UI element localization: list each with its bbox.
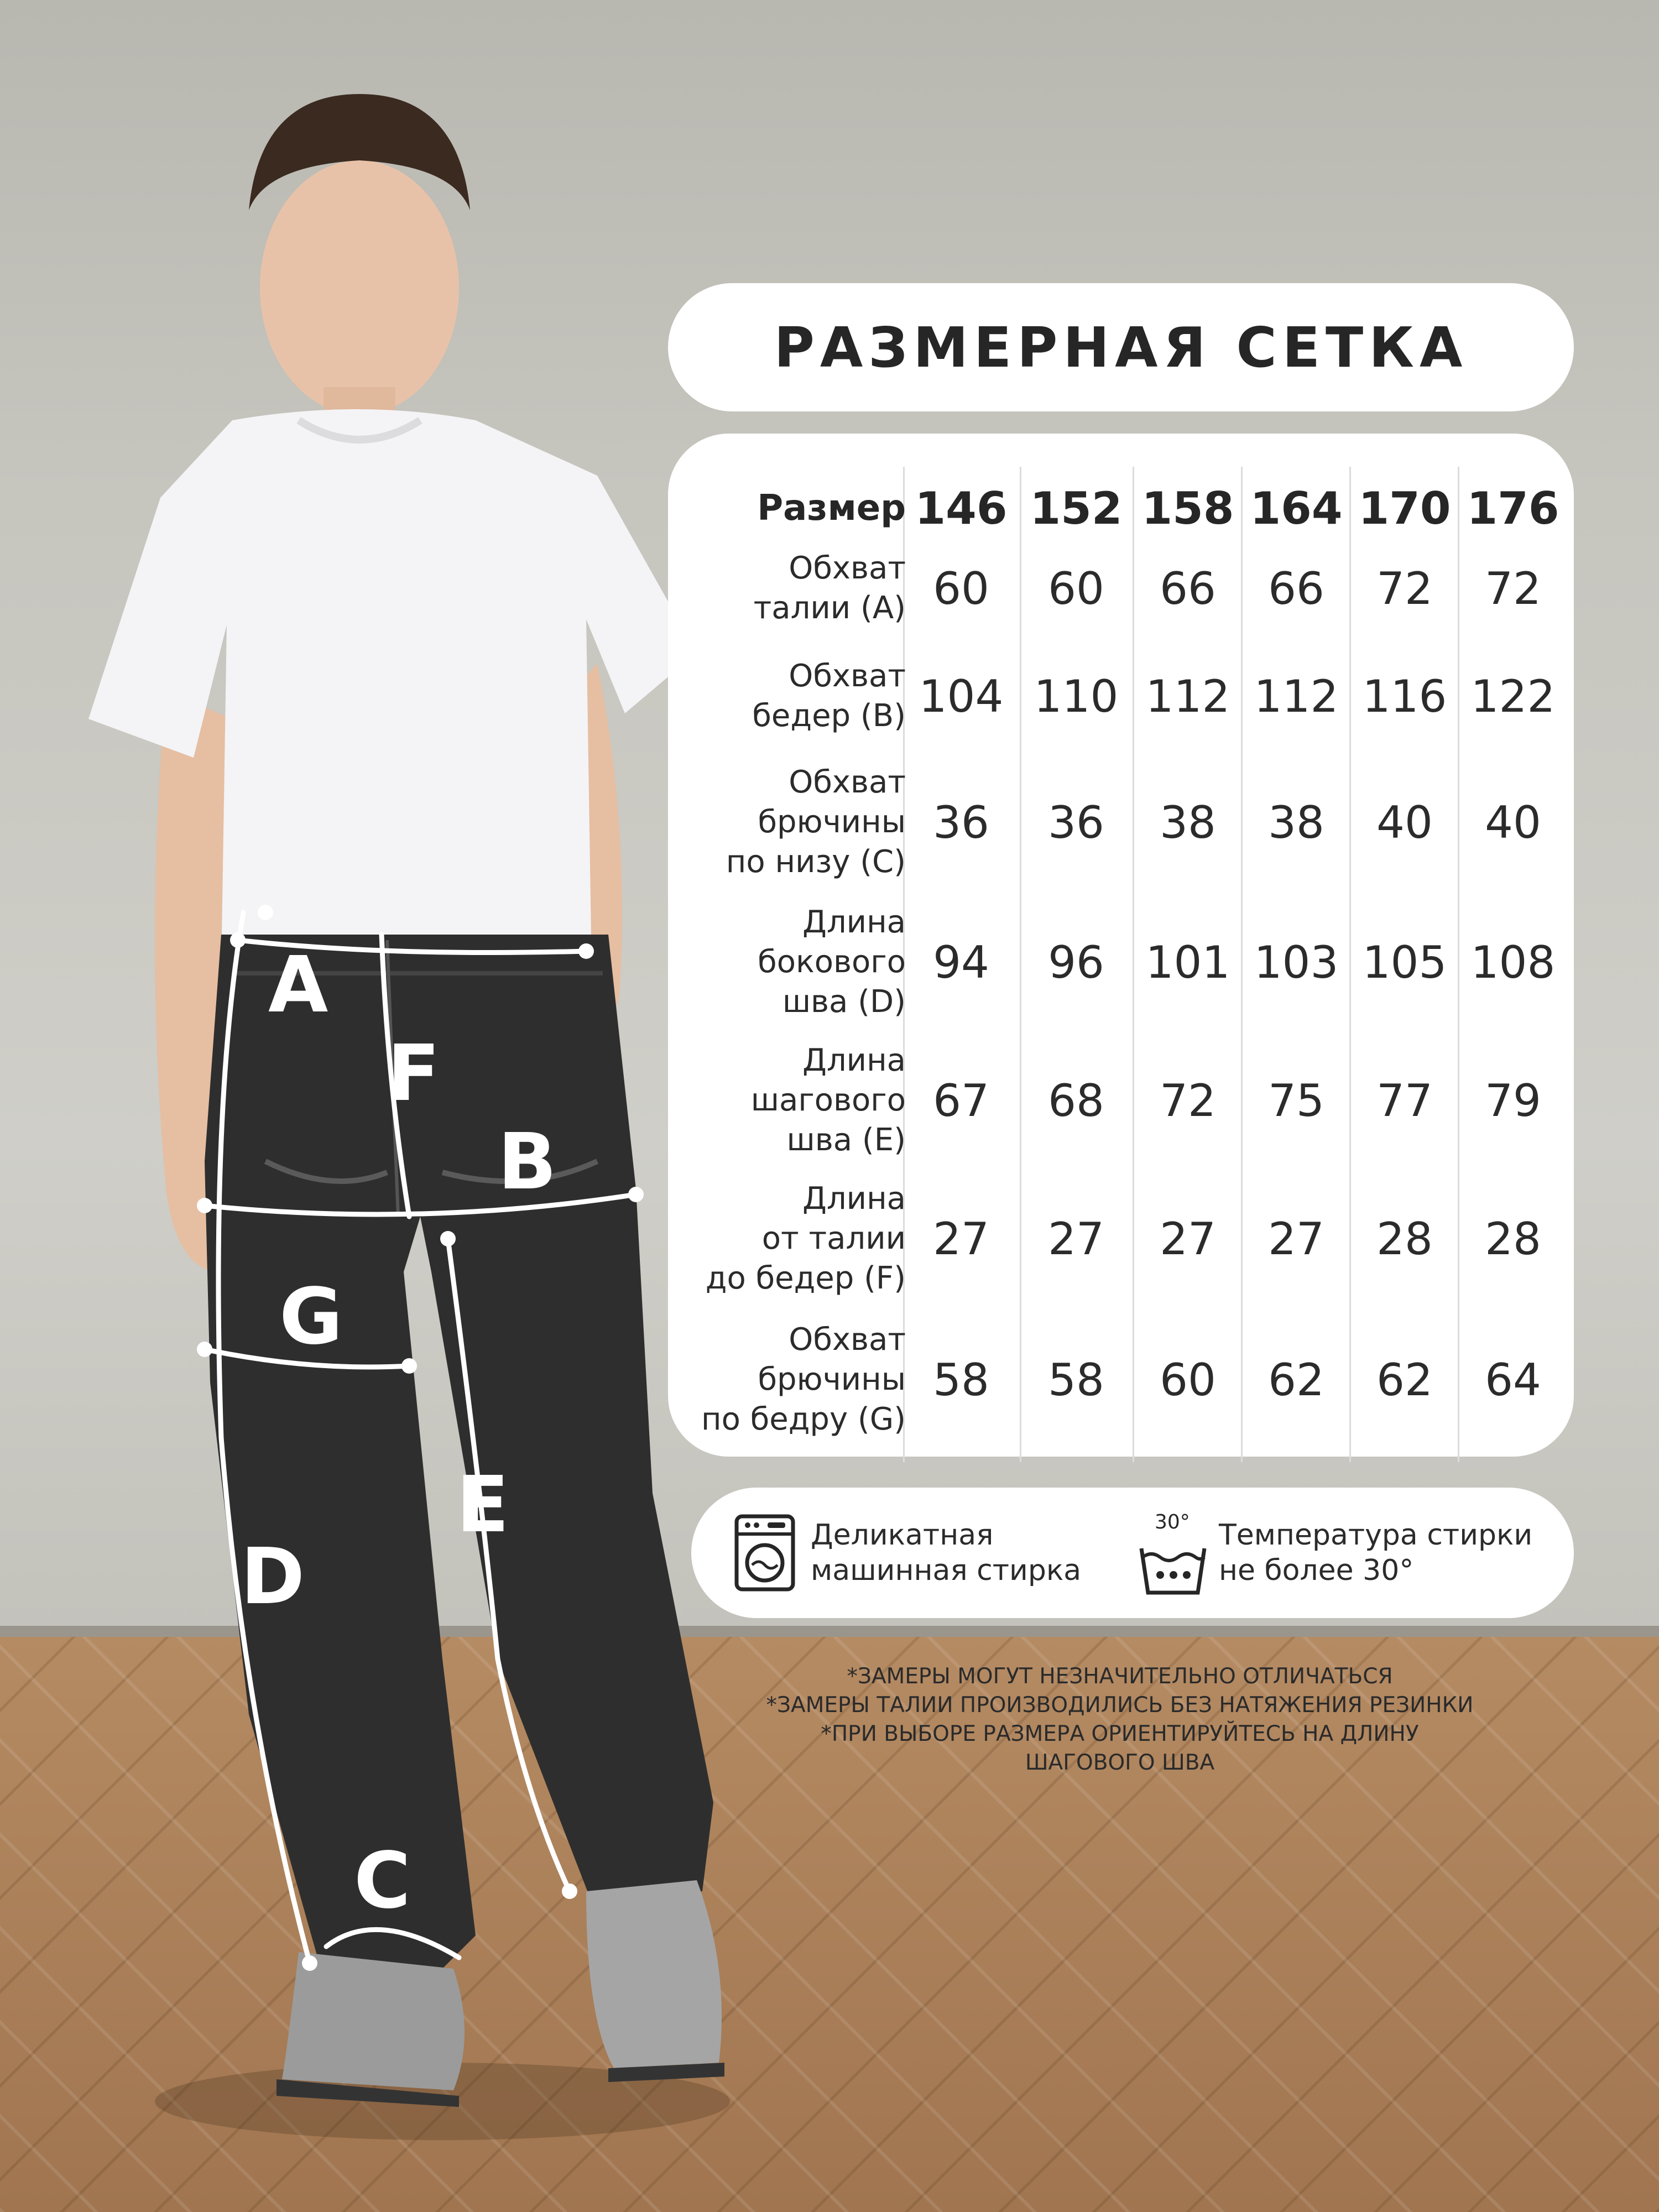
- wash-temp-label: 30°: [1155, 1511, 1190, 1533]
- washing-machine-icon: [734, 1514, 795, 1594]
- measure-letter-d: D: [241, 1532, 305, 1622]
- row-label-waist: Обхват талии (A): [753, 550, 906, 626]
- row-label-hips: Обхват бедер (B): [752, 658, 906, 734]
- size-header: 152: [1030, 482, 1123, 534]
- table-cell: 110: [1034, 670, 1119, 722]
- row-label-inseam: Длина шагового шва (E): [750, 1042, 906, 1158]
- size-header: 158: [1141, 482, 1234, 534]
- row-label-leg-opening: Обхват брючины по низу (C): [726, 764, 906, 880]
- measure-letter-g: G: [279, 1272, 343, 1362]
- table-cell: 103: [1254, 936, 1339, 988]
- table-cell: 67: [933, 1074, 989, 1126]
- table-cell: 66: [1160, 562, 1216, 614]
- row-label-thigh: Обхват брючины по бедру (G): [701, 1322, 906, 1437]
- table-cell: 79: [1485, 1074, 1541, 1126]
- size-header: 170: [1358, 482, 1451, 534]
- table-cell: 27: [1048, 1213, 1104, 1265]
- table-cell: 38: [1268, 796, 1324, 848]
- row-label-rise: Длина от талии до бедер (F): [705, 1181, 906, 1296]
- table-cell: 40: [1376, 796, 1433, 848]
- wash-tub-30-icon: [1138, 1510, 1208, 1600]
- size-table: [668, 434, 1574, 1457]
- wash-mode-text: Деликатная машинная стирка: [811, 1519, 1082, 1587]
- table-cell: 72: [1485, 562, 1541, 614]
- measure-letter-c: C: [354, 1836, 411, 1926]
- model-photo: [0, 0, 774, 2212]
- table-cell: 104: [919, 670, 1004, 722]
- table-cell: 58: [933, 1354, 989, 1406]
- measure-letter-b: B: [498, 1117, 557, 1207]
- table-cell: 101: [1145, 936, 1230, 988]
- table-cell: 66: [1268, 562, 1324, 614]
- table-cell: 68: [1048, 1074, 1104, 1126]
- size-header: 164: [1250, 482, 1343, 534]
- measure-letter-a: A: [268, 940, 328, 1030]
- size-header-label: Размер: [757, 488, 906, 529]
- measure-letter-f: F: [387, 1029, 440, 1119]
- size-header: 176: [1467, 482, 1559, 534]
- notes-block: [719, 1662, 1521, 1777]
- note-line: *ЗАМЕРЫ ТАЛИИ ПРОИЗВОДИЛИСЬ БЕЗ НАТЯЖЕНИЯ РЕЗИНКИ: [766, 1693, 1474, 1718]
- table-cell: 60: [1048, 562, 1104, 614]
- table-cell: 36: [933, 796, 989, 848]
- table-cell: 38: [1160, 796, 1216, 848]
- table-cell: 72: [1160, 1074, 1216, 1126]
- column-divider: [1020, 467, 1021, 1462]
- table-cell: 105: [1362, 936, 1447, 988]
- table-cell: 75: [1268, 1074, 1324, 1126]
- wash-temperature-text: Температура стирки не более 30°: [1219, 1519, 1533, 1587]
- table-cell: 72: [1376, 562, 1433, 614]
- table-cell: 60: [933, 562, 989, 614]
- table-cell: 77: [1376, 1074, 1433, 1126]
- table-cell: 62: [1376, 1354, 1433, 1406]
- row-label-outseam: Длина бокового шва (D): [758, 904, 906, 1020]
- note-line: *ПРИ ВЫБОРЕ РАЗМЕРА ОРИЕНТИРУЙТЕСЬ НА ДЛИНУ: [821, 1721, 1419, 1746]
- table-cell: 96: [1048, 936, 1104, 988]
- table-cell: 62: [1268, 1354, 1324, 1406]
- table-cell: 36: [1048, 796, 1104, 848]
- size-header: 146: [915, 482, 1008, 534]
- table-cell: 28: [1376, 1213, 1433, 1265]
- table-cell: 27: [933, 1213, 989, 1265]
- table-cell: 94: [933, 936, 989, 988]
- measure-letter-e: E: [456, 1460, 509, 1550]
- table-cell: 27: [1268, 1213, 1324, 1265]
- note-line: ШАГОВОГО ШВА: [1025, 1750, 1215, 1775]
- table-cell: 116: [1362, 670, 1447, 722]
- table-cell: 112: [1254, 670, 1339, 722]
- title-panel: [668, 283, 1574, 411]
- note-line: *ЗАМЕРЫ МОГУТ НЕЗНАЧИТЕЛЬНО ОТЛИЧАТЬСЯ: [847, 1664, 1393, 1689]
- table-cell: 27: [1160, 1213, 1216, 1265]
- table-cell: 60: [1160, 1354, 1216, 1406]
- table-cell: 112: [1145, 670, 1230, 722]
- table-cell: 58: [1048, 1354, 1104, 1406]
- table-cell: 108: [1470, 936, 1556, 988]
- table-cell: 28: [1485, 1213, 1541, 1265]
- care-panel: [691, 1488, 1574, 1618]
- table-cell: 64: [1485, 1354, 1541, 1406]
- table-cell: 40: [1485, 796, 1541, 848]
- page-title: РАЗМЕРНАЯ СЕТКА: [774, 315, 1468, 380]
- table-cell: 122: [1470, 670, 1556, 722]
